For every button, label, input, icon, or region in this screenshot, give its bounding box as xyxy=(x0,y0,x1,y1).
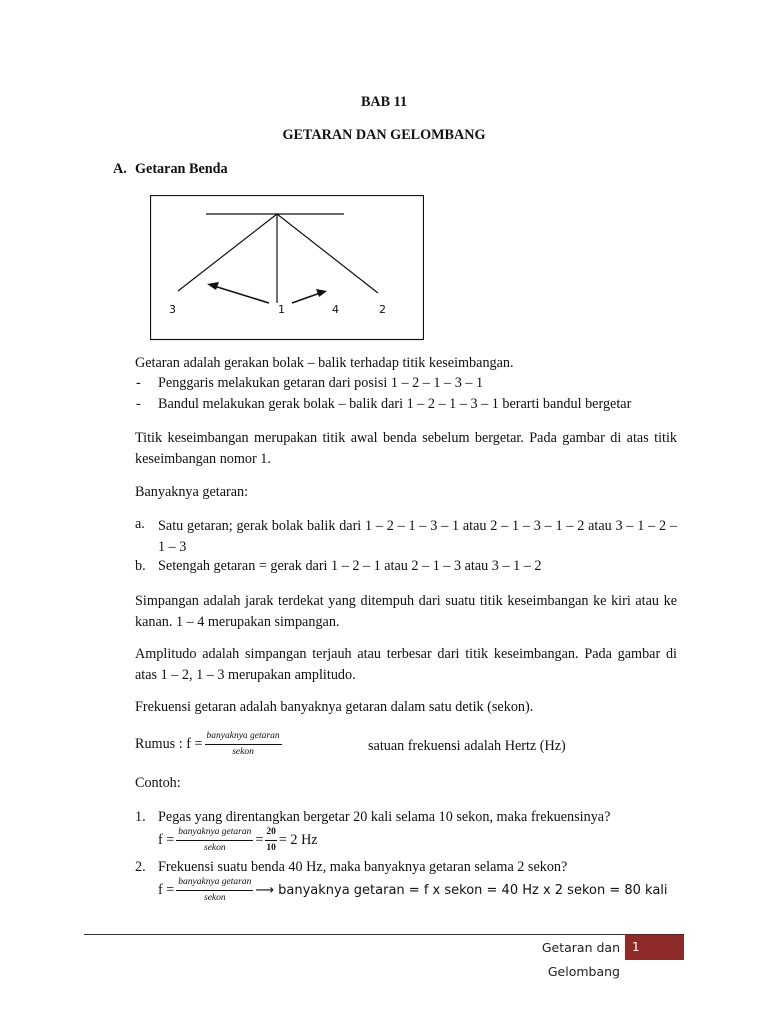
displacement-paragraph: Simpangan adalah jarak terdekat yang ditempuh dari suatu titik keseimbangan ke kiri atau ke kanan. 1 – 4 merupakan simpangan. xyxy=(135,593,677,630)
right-arrow xyxy=(292,293,320,303)
right-swing-line xyxy=(277,214,378,293)
example-1-numerator: banyaknya getaran xyxy=(176,827,253,841)
example-2-numerator: banyaknya getaran xyxy=(176,877,253,891)
left-arrow-head xyxy=(207,282,219,290)
example-1-solution xyxy=(158,826,318,854)
example-2-marker: 2. xyxy=(135,859,146,875)
amplitude-paragraph: Amplitudo adalah simpangan terjauh atau terbesar dari titik keseimbangan. Pada gambar di atas 1 – 2, 1 – 3 merupakan amplitudo. xyxy=(135,646,677,683)
left-swing-line xyxy=(178,214,277,291)
bullet-marker: - xyxy=(136,396,141,412)
footer-rule xyxy=(84,934,684,935)
example-2-question: Frekuensi suatu benda 40 Hz, maka banyaknya getaran selama 2 sekon? xyxy=(158,859,568,875)
diagram-frame xyxy=(151,196,424,340)
example-1-value-num: 20 xyxy=(265,827,277,841)
pendulum-diagram xyxy=(150,195,424,341)
page-number: 1 xyxy=(625,935,684,960)
footer-title: Getaran dan Gelombang xyxy=(541,940,620,979)
example-1-f-prefix: f = xyxy=(158,832,175,848)
example-2-denominator: sekon xyxy=(204,893,226,904)
formula-numerator: banyaknya getaran xyxy=(205,731,282,745)
bullet-marker: - xyxy=(136,375,141,391)
example-2-solution xyxy=(158,876,668,905)
formula-row xyxy=(135,730,284,758)
chapter-title: GETARAN DAN GELOMBANG xyxy=(282,127,486,143)
bullet-ruler: Penggaris melakukan getaran dari posisi 1 – 2 – 1 – 3 – 1 xyxy=(158,375,484,391)
example-1-fraction xyxy=(176,827,253,854)
example-2-result: ⟶ banyaknya getaran = f x sekon = 40 Hz x 2 sekon = 80 kali xyxy=(255,883,668,898)
label-1: 1 xyxy=(278,303,285,316)
example-2-f-prefix: f = xyxy=(158,882,175,898)
example-1-marker: 1. xyxy=(135,809,146,825)
equilibrium-paragraph: Titik keseimbangan merupakan titik awal benda sebelum bergetar. Pada gambar di atas titik keseimbangan nomor 1. xyxy=(135,430,677,467)
example-1-equals: = xyxy=(255,832,264,848)
example-1-value-fraction xyxy=(265,827,277,854)
example-1-value-den: 10 xyxy=(266,843,276,854)
section-title: Getaran Benda xyxy=(135,161,228,177)
formula-fraction xyxy=(205,731,282,758)
formula-unit-note: satuan frekuensi adalah Hertz (Hz) xyxy=(368,738,566,754)
count-item-a: Satu getaran; gerak bolak balik dari 1 – 2 – 1 – 3 – 1 atau 2 – 1 – 3 – 1 – 2 atau 3 – 1 – 2 – 1 – 3 xyxy=(158,518,677,555)
example-2-fraction xyxy=(176,877,253,904)
left-arrow xyxy=(214,286,269,303)
examples-heading: Contoh: xyxy=(135,775,181,791)
formula-prefix: Rumus : f = xyxy=(135,736,203,752)
chapter-number: BAB 11 xyxy=(360,94,408,110)
example-1-result: = 2 Hz xyxy=(278,832,318,848)
example-1-question: Pegas yang direntangkan bergetar 20 kali selama 10 sekon, maka frekuensinya? xyxy=(158,809,611,825)
bullet-pendulum: Bandul melakukan gerak bolak – balik dari 1 – 2 – 1 – 3 – 1 berarti bandul bergetar xyxy=(158,396,632,412)
count-heading: Banyaknya getaran: xyxy=(135,484,249,500)
count-marker-a: a. xyxy=(135,516,145,532)
section-label: A. xyxy=(113,161,127,177)
label-2: 2 xyxy=(379,303,386,316)
label-3: 3 xyxy=(169,303,176,316)
frequency-definition: Frekuensi getaran adalah banyaknya getaran dalam satu detik (sekon). xyxy=(135,699,534,715)
count-item-b: Setengah getaran = gerak dari 1 – 2 – 1 atau 2 – 1 – 3 atau 3 – 1 – 2 xyxy=(158,558,542,574)
right-arrow-head xyxy=(316,289,327,297)
vibration-definition: Getaran adalah gerakan bolak – balik terhadap titik keseimbangan. xyxy=(135,355,514,371)
count-marker-b: b. xyxy=(135,558,146,574)
label-4: 4 xyxy=(332,303,339,316)
formula-denominator: sekon xyxy=(232,747,254,758)
example-1-denominator: sekon xyxy=(204,843,226,854)
